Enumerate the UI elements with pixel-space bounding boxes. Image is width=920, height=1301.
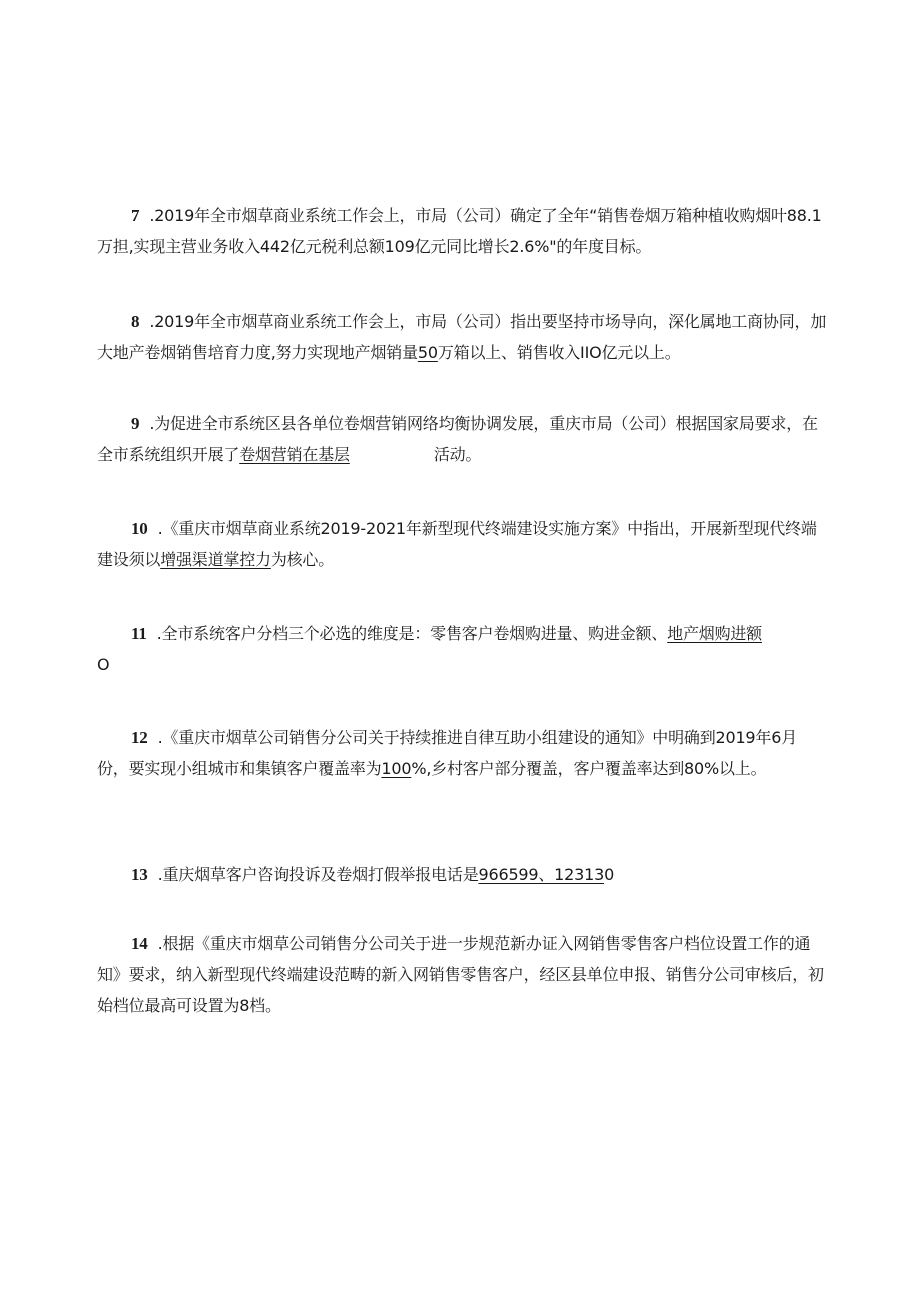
- question-number: 11: [131, 624, 147, 643]
- question-text-end: O: [97, 655, 110, 674]
- question-10: [97, 513, 827, 575]
- question-number: 7: [131, 206, 140, 225]
- answer-blank: 卷烟营销在基层: [239, 445, 350, 464]
- question-text-end: 活动。: [433, 445, 482, 464]
- question-text: .重庆烟草客户咨询投诉及卷烟打假举报电话是: [157, 865, 479, 884]
- question-number: 10: [131, 519, 148, 538]
- answer-blank: 100: [381, 759, 412, 778]
- question-text-end: %,乡村客户部分覆盖，客户覆盖率达到80%以上。: [411, 759, 767, 778]
- question-text: .《重庆市烟草公司销售分公司关于持续推进自律互助小组建设的通知》中明确到2019年6月份，要实现小组城市和集镇客户覆盖率为: [97, 728, 797, 778]
- question-text-end: 0: [604, 865, 615, 884]
- question-9: [97, 408, 827, 470]
- question-number: 8: [131, 312, 140, 331]
- question-number: 13: [131, 865, 148, 884]
- answer-blank: 增强渠道掌控力: [160, 550, 271, 569]
- question-number: 12: [131, 728, 148, 747]
- question-8: [97, 306, 827, 368]
- question-14: [97, 928, 827, 1021]
- question-number: 14: [131, 934, 148, 953]
- question-text: .《重庆市烟草商业系统2019-2021年新型现代终端建设实施方案》中指出，开展新型现代终端建设须以: [97, 519, 817, 569]
- question-7: [97, 200, 827, 262]
- question-text-end: 万箱以上、销售收入IIO亿元以上。: [437, 343, 681, 362]
- question-13: [97, 859, 827, 890]
- question-text: .2019年全市烟草商业系统工作会上，市局（公司）确定了全年“销售卷烟万箱种植收购烟叶88.1万担,实现主营业务收入442亿元税利总额109亿元同比增长2.6%"的年度目标。: [97, 206, 822, 256]
- question-11: [97, 618, 827, 680]
- answer-blank: 966599、12313: [478, 865, 605, 884]
- question-12: [97, 722, 827, 784]
- answer-blank: 50: [417, 343, 438, 362]
- answer-blank: 地产烟购进额: [667, 624, 762, 643]
- question-text: .根据《重庆市烟草公司销售分公司关于进一步规范新办证入网销售零售客户档位设置工作的通知》要求，纳入新型现代终端建设范畴的新入网销售零售客户，经区县单位申报、销售分公司审核后，初始档位最高可设置为8档。: [97, 934, 824, 1015]
- question-text: .为促进全市系统区县各单位卷烟营销网络均衡协调发展，重庆市局（公司）根据国家局要求，在全市系统组织开展了: [97, 414, 818, 464]
- question-number: 9: [131, 414, 140, 433]
- question-text: .2019年全市烟草商业系统工作会上，市局（公司）指出要坚持市场导向，深化属地工商协同，加大地产卷烟销售培育力度,努力实现地产烟销量: [97, 312, 827, 362]
- question-text-end: 为核心。: [270, 550, 335, 569]
- question-text: .全市系统客户分档三个必选的维度是：零售客户卷烟购进量、购进金额、: [156, 624, 668, 643]
